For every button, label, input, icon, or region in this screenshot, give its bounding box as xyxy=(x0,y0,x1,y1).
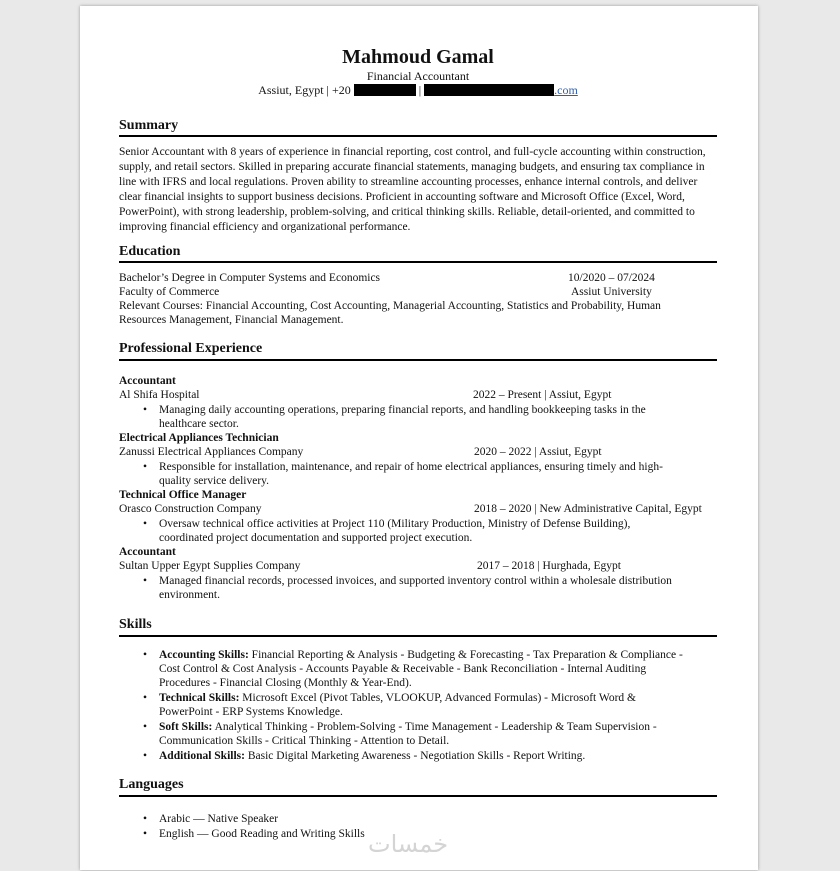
experience-heading: Professional Experience xyxy=(119,341,263,356)
skill-label: Accounting Skills: xyxy=(159,649,249,661)
job-company: Zanussi Electrical Appliances Company xyxy=(119,446,304,458)
bullet-icon: • xyxy=(143,721,148,733)
bullet-icon: • xyxy=(143,828,148,840)
skill-label: Technical Skills: xyxy=(159,692,240,704)
skill-text: Basic Digital Marketing Awareness - Negotiation Skills - Report Writing. xyxy=(244,750,586,762)
job-title: Accountant xyxy=(119,375,176,387)
education-faculty: Faculty of Commerce xyxy=(119,286,220,298)
bullet-icon: • xyxy=(143,692,148,704)
candidate-title: Financial Accountant xyxy=(366,69,470,83)
contact-separator: | xyxy=(418,83,422,97)
skill-item-soft xyxy=(159,720,657,734)
skills-divider xyxy=(119,635,717,637)
summary-heading: Summary xyxy=(119,118,179,133)
skill-label: Soft Skills: xyxy=(159,721,213,733)
job-bullet-cont: quality service delivery. xyxy=(159,475,270,487)
skill-label: Additional Skills: xyxy=(159,750,245,762)
education-university: Assiut University xyxy=(571,286,652,298)
candidate-name: Mahmoud Gamal xyxy=(342,46,494,68)
contact-line xyxy=(119,83,717,97)
experience-divider xyxy=(119,359,717,361)
skill-text-cont: Procedures - Financial Closing (Monthly & Year-End). xyxy=(159,677,412,689)
job-title: Electrical Appliances Technician xyxy=(119,432,279,444)
job-bullet-cont: healthcare sector. xyxy=(159,418,239,430)
language-item: English — Good Reading and Writing Skills xyxy=(159,828,365,840)
job-bullet-cont: environment. xyxy=(159,589,220,601)
education-degree: Bachelor’s Degree in Computer Systems and Economics xyxy=(119,272,381,284)
skill-text-cont: PowerPoint - ERP Systems Knowledge. xyxy=(159,706,343,718)
skill-text-cont: Cost Control & Cost Analysis - Accounts Payable & Receivable - Bank Reconciliation - Internal Auditing xyxy=(159,663,647,675)
bullet-icon: • xyxy=(143,518,148,530)
education-heading: Education xyxy=(119,244,181,259)
redacted-phone xyxy=(354,84,416,96)
job-company: Al Shifa Hospital xyxy=(119,389,200,401)
skill-text: Analytical Thinking - Problem-Solving - Time Management - Leadership & Team Supervision - xyxy=(212,721,657,733)
contact-location-phone: Assiut, Egypt | +20 xyxy=(258,83,351,97)
job-dates-location: 2017 – 2018 | Hurghada, Egypt xyxy=(477,560,621,572)
job-dates-location: 2022 – Present | Assiut, Egypt xyxy=(473,389,612,401)
education-dates: 10/2020 – 07/2024 xyxy=(568,272,655,284)
bullet-icon: • xyxy=(143,649,148,661)
job-title: Accountant xyxy=(119,546,176,558)
job-bullet: Responsible for installation, maintenance, and repair of home electrical appliances, ensuring timely and high- xyxy=(159,461,663,473)
job-bullet: Managed financial records, processed invoices, and supported inventory control within a wholesale distribution xyxy=(159,575,672,587)
skill-item-accounting xyxy=(159,648,683,662)
language-item: Arabic — Native Speaker xyxy=(159,813,279,825)
education-divider xyxy=(119,261,717,263)
languages-heading: Languages xyxy=(119,777,184,792)
bullet-icon: • xyxy=(143,813,148,825)
job-dates-location: 2018 – 2020 | New Administrative Capital, Egypt xyxy=(474,503,702,515)
bullet-icon: • xyxy=(143,461,148,473)
redacted-email xyxy=(424,84,554,96)
watermark-logo: خمسات xyxy=(368,830,449,858)
languages-divider xyxy=(119,795,717,797)
education-courses-cont: Resources Management, Financial Management. xyxy=(119,314,344,326)
bullet-icon: • xyxy=(143,575,148,587)
job-bullet-cont: coordinated project documentation and supported project execution. xyxy=(159,532,473,544)
job-title: Technical Office Manager xyxy=(119,489,247,501)
skill-text-cont: Communication Skills - Critical Thinking - Attention to Detail. xyxy=(159,735,450,747)
job-bullet: Oversaw technical office activities at Project 110 (Military Production, Ministry of Defense Building), xyxy=(159,518,631,530)
resume-page xyxy=(80,6,758,870)
skill-item-technical xyxy=(159,691,636,705)
job-bullet: Managing daily accounting operations, preparing financial reports, and handling bookkeeping tasks in the xyxy=(159,404,646,416)
job-company: Sultan Upper Egypt Supplies Company xyxy=(119,560,301,572)
skill-text: Microsoft Excel (Pivot Tables, VLOOKUP, Advanced Formulas) - Microsoft Word & xyxy=(239,692,636,704)
summary-divider xyxy=(119,135,717,137)
education-courses: Relevant Courses: Financial Accounting, Cost Accounting, Managerial Accounting, Statistics and Probability, Human xyxy=(119,300,661,312)
skills-heading: Skills xyxy=(119,617,152,632)
bullet-icon: • xyxy=(143,750,148,762)
summary-text: Senior Accountant with 8 years of experience in financial reporting, cost control, and full-cycle accounting within construction, supply, and retail sectors. Skilled in preparing accurate financial statements, managing budgets, and ensuring tax compliance in line with IFRS and local regulations. Proven ability to streamline accounting processes, enhance internal controls, and deliver clear financial insights to support business decisions. Proficient in accounting software and Microsoft Office (Excel, Word, PowerPoint), with strong leadership, problem-solving, and critical thinking skills. Reliable, detail-oriented, and committed to improving financial efficiency and organizational performance. xyxy=(119,146,706,233)
skill-text: Financial Reporting & Analysis - Budgeting & Forecasting - Tax Preparation & Compliance - xyxy=(248,649,683,661)
job-company: Orasco Construction Company xyxy=(119,503,262,515)
job-dates-location: 2020 – 2022 | Assiut, Egypt xyxy=(474,446,602,458)
bullet-icon: • xyxy=(143,404,148,416)
email-link[interactable]: .com xyxy=(554,83,578,97)
skill-item-additional xyxy=(159,749,585,763)
